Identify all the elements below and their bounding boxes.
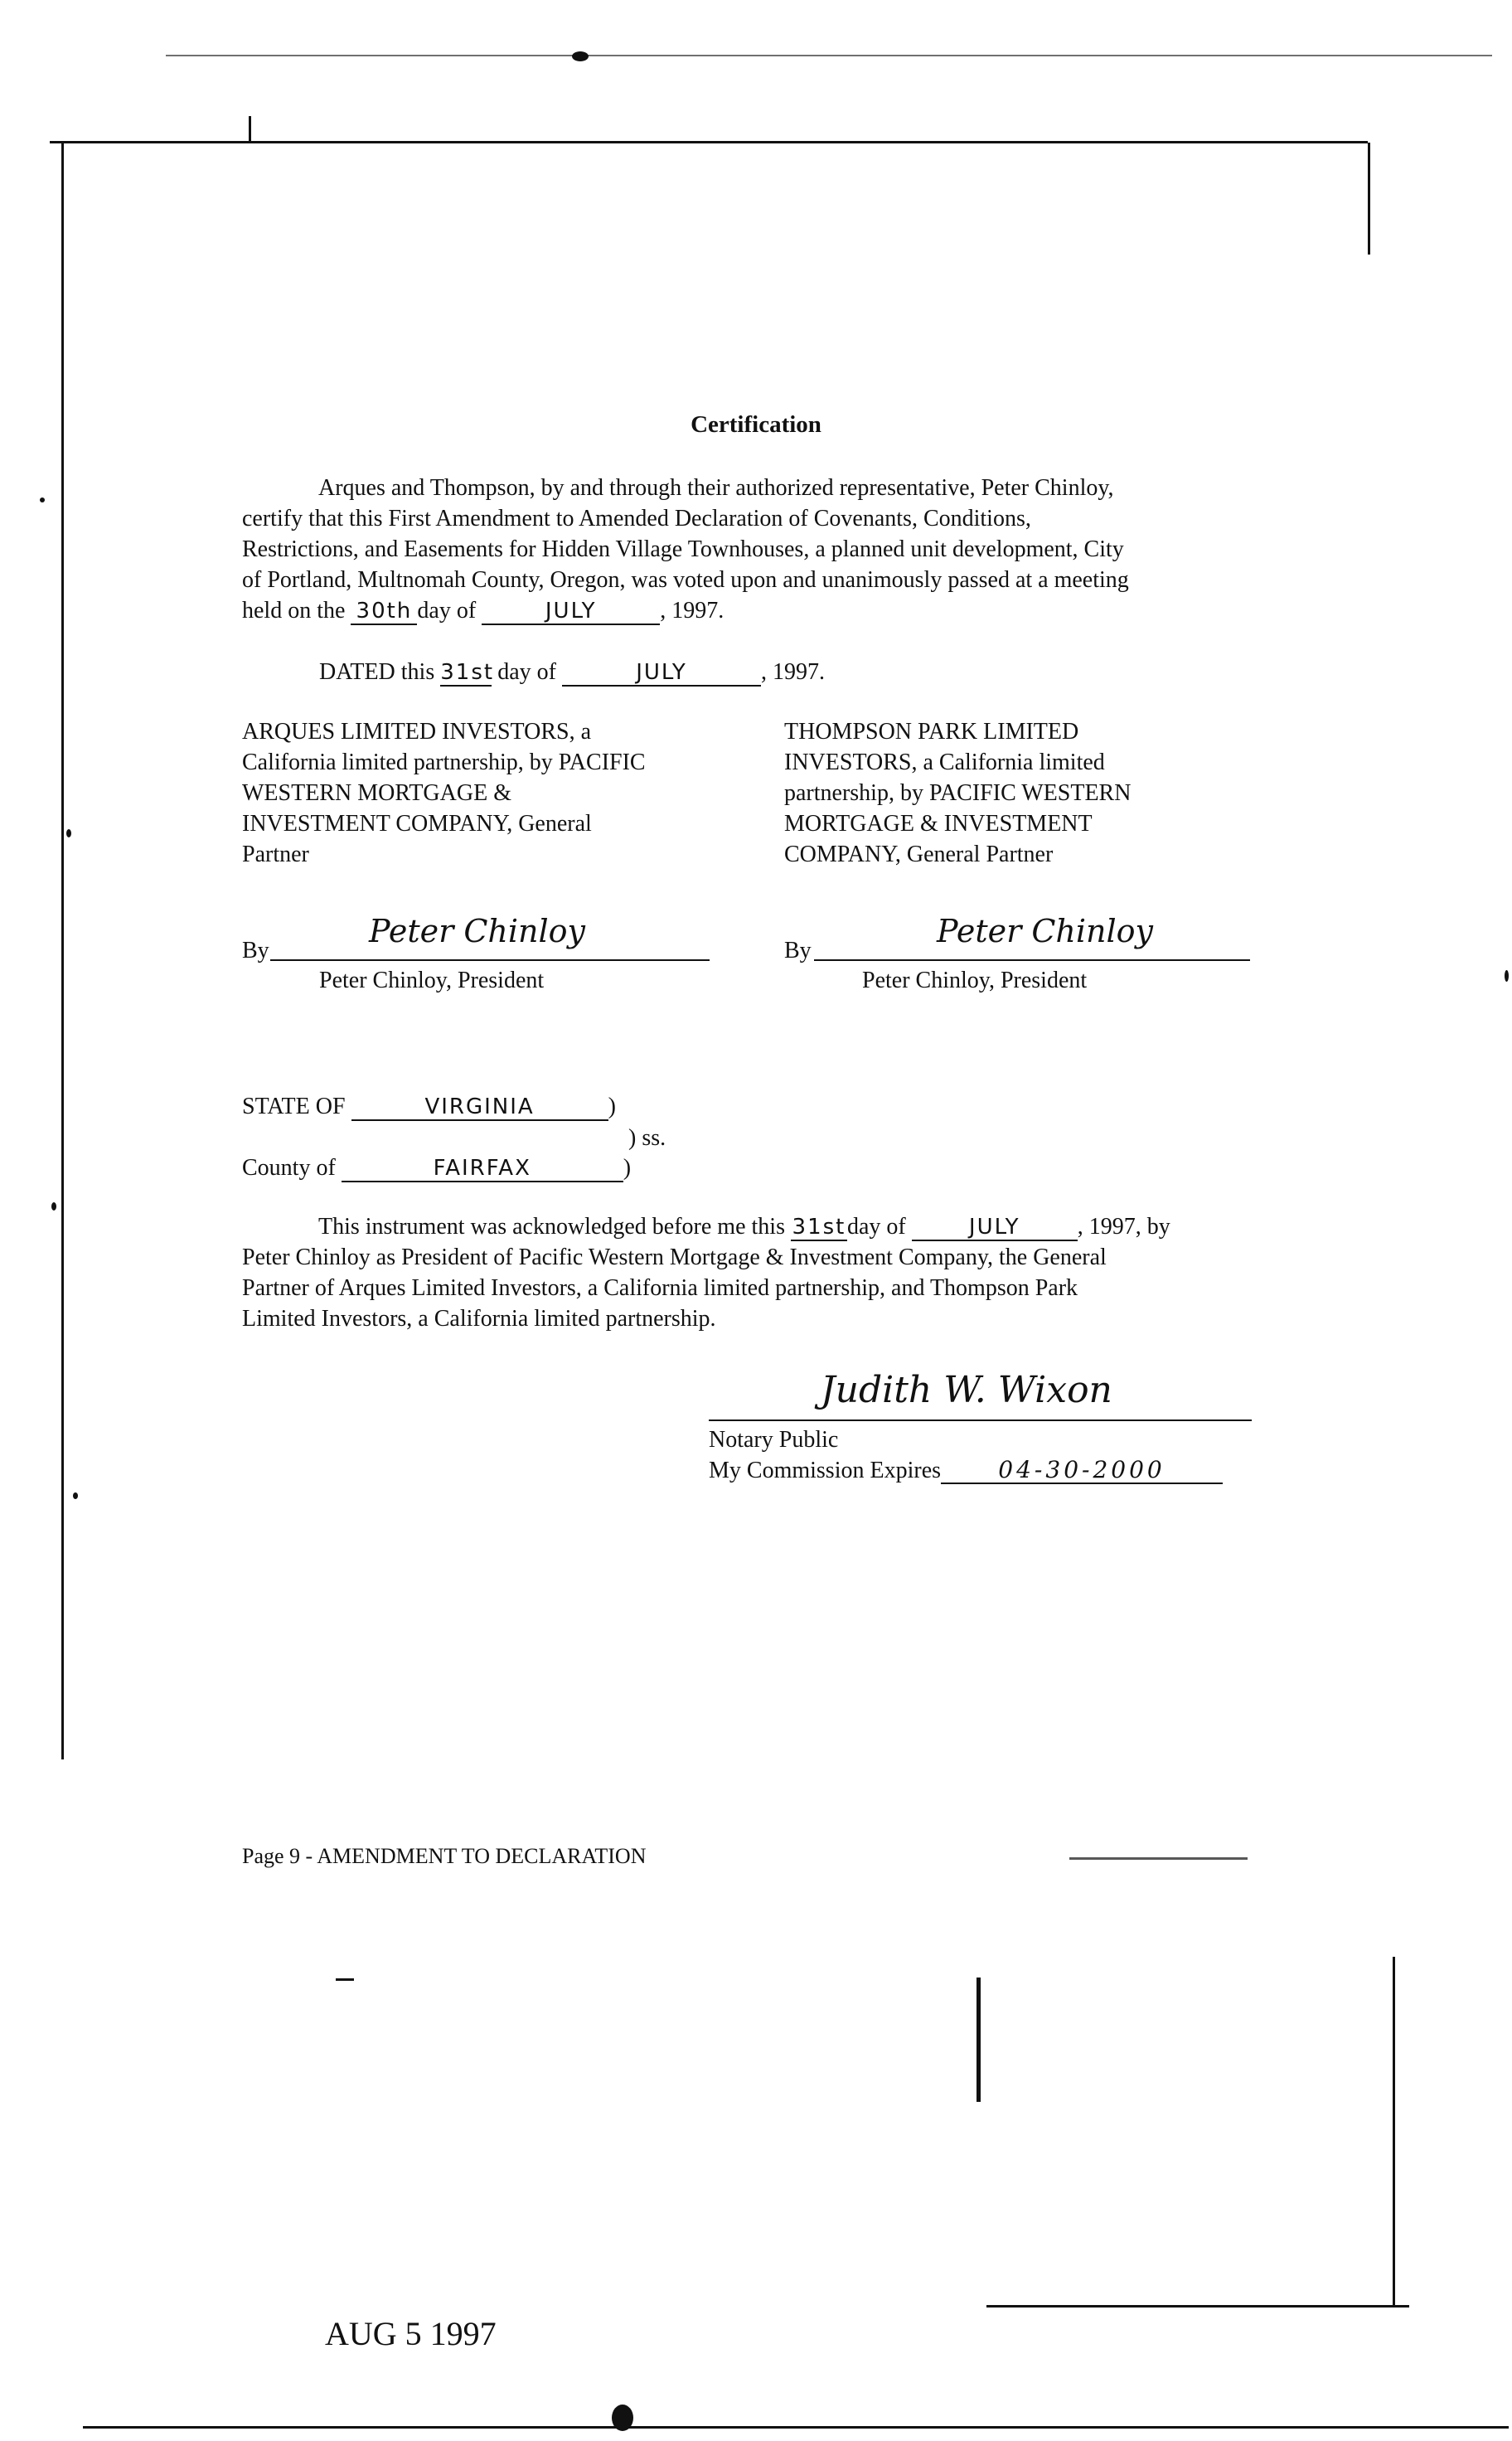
scan-frame-top	[50, 141, 1368, 143]
scan-speck	[1505, 970, 1509, 982]
page-title: Certification	[691, 411, 821, 438]
ss-label: ) ss.	[628, 1125, 666, 1151]
page-footer-label: Page 9 - AMENDMENT TO DECLARATION	[242, 1844, 647, 1868]
state-line: STATE OF VIRGINIA )	[242, 1094, 616, 1119]
signature-right: Peter Chinloy	[937, 913, 1154, 949]
commission-field: 04-30-2000	[941, 1458, 1223, 1484]
scan-mark-dash	[336, 1978, 354, 1981]
paragraph-line: of Portland, Multnomah County, Oregon, was voted upon and unanimously passed at a meeting	[242, 567, 1129, 593]
scan-speck	[51, 1202, 56, 1211]
signer-name-right: Peter Chinloy, President	[862, 968, 1088, 993]
scan-blot	[612, 2405, 633, 2431]
scan-speck	[66, 829, 71, 837]
dated-line: DATED this 31st day of JULY , 1997.	[319, 659, 825, 685]
paragraph-line: Partner of Arques Limited Investors, a California limited partnership, and Thompson Park	[242, 1275, 1078, 1301]
notary-signature-line	[709, 1419, 1252, 1421]
dated-day-field: 31st	[440, 660, 495, 685]
party-left: ARQUES LIMITED INVESTORS, a California limited partnership, by PACIFIC WESTERN MORTGAGE & INVESTMENT COMPANY, General Partner	[242, 719, 646, 867]
scan-mark-top	[249, 116, 251, 141]
signature-line-right	[814, 959, 1250, 961]
received-date-stamp: AUG 5 1997	[325, 2315, 497, 2352]
notary-label: Notary Public	[709, 1427, 839, 1453]
signature-line-left	[270, 959, 710, 961]
paragraph-line: certify that this First Amendment to Amended Declaration of Covenants, Conditions,	[242, 506, 1031, 531]
scan-speck	[73, 1492, 78, 1499]
held-day-field: 30th	[351, 599, 417, 625]
notary-signature: Judith W. Wixon	[821, 1369, 1112, 1411]
scan-frame-left	[61, 143, 64, 1759]
scan-edge-bottom	[83, 2426, 1509, 2429]
held-on-line: held on the 30th day of JULY , 1997.	[242, 598, 724, 624]
paragraph-line: Arques and Thompson, by and through their authorized representative, Peter Chinloy,	[318, 475, 1114, 501]
scan-speck	[40, 497, 45, 502]
scan-frame-right-top	[1368, 143, 1370, 255]
signer-name-left: Peter Chinloy, President	[319, 968, 545, 993]
certification-paragraph	[242, 473, 1320, 626]
scan-edge-top	[166, 55, 1492, 56]
footer-stamp-mark	[1069, 1857, 1248, 1860]
signature-left: Peter Chinloy	[369, 913, 586, 949]
scan-frame-right-bottom	[1393, 1957, 1395, 2305]
dated-month-field: JULY	[562, 660, 761, 687]
paragraph-line: Restrictions, and Easements for Hidden Village Townhouses, a planned unit development, City	[242, 536, 1124, 562]
commission-line: My Commission Expires 04-30-2000	[709, 1455, 1223, 1486]
ack-first-line: This instrument was acknowledged before me this 31stday of JULY , 1997, by	[318, 1214, 1170, 1240]
county-field: FAIRFAX	[342, 1156, 623, 1182]
by-label-right: By	[784, 938, 812, 963]
scan-mark-bottom-left	[976, 1978, 981, 2102]
ack-month-field: JULY	[912, 1215, 1078, 1241]
held-month-field: JULY	[482, 599, 660, 625]
paragraph-line: Limited Investors, a California limited partnership.	[242, 1306, 716, 1332]
county-line: County of FAIRFAX )	[242, 1155, 632, 1181]
paragraph-line: Peter Chinloy as President of Pacific Western Mortgage & Investment Company, the General	[242, 1245, 1107, 1270]
scan-frame-bottom-right	[986, 2305, 1409, 2308]
state-field: VIRGINIA	[351, 1094, 608, 1121]
by-label-left: By	[242, 938, 269, 963]
ack-day-field: 31st	[792, 1215, 846, 1240]
acknowledgment-paragraph	[242, 1211, 1336, 1334]
party-right: THOMPSON PARK LIMITED INVESTORS, a California limited partnership, by PACIFIC WESTERN MORTGAGE & INVESTMENT COMPANY, General Partner	[784, 719, 1132, 867]
scan-speck	[572, 51, 589, 61]
